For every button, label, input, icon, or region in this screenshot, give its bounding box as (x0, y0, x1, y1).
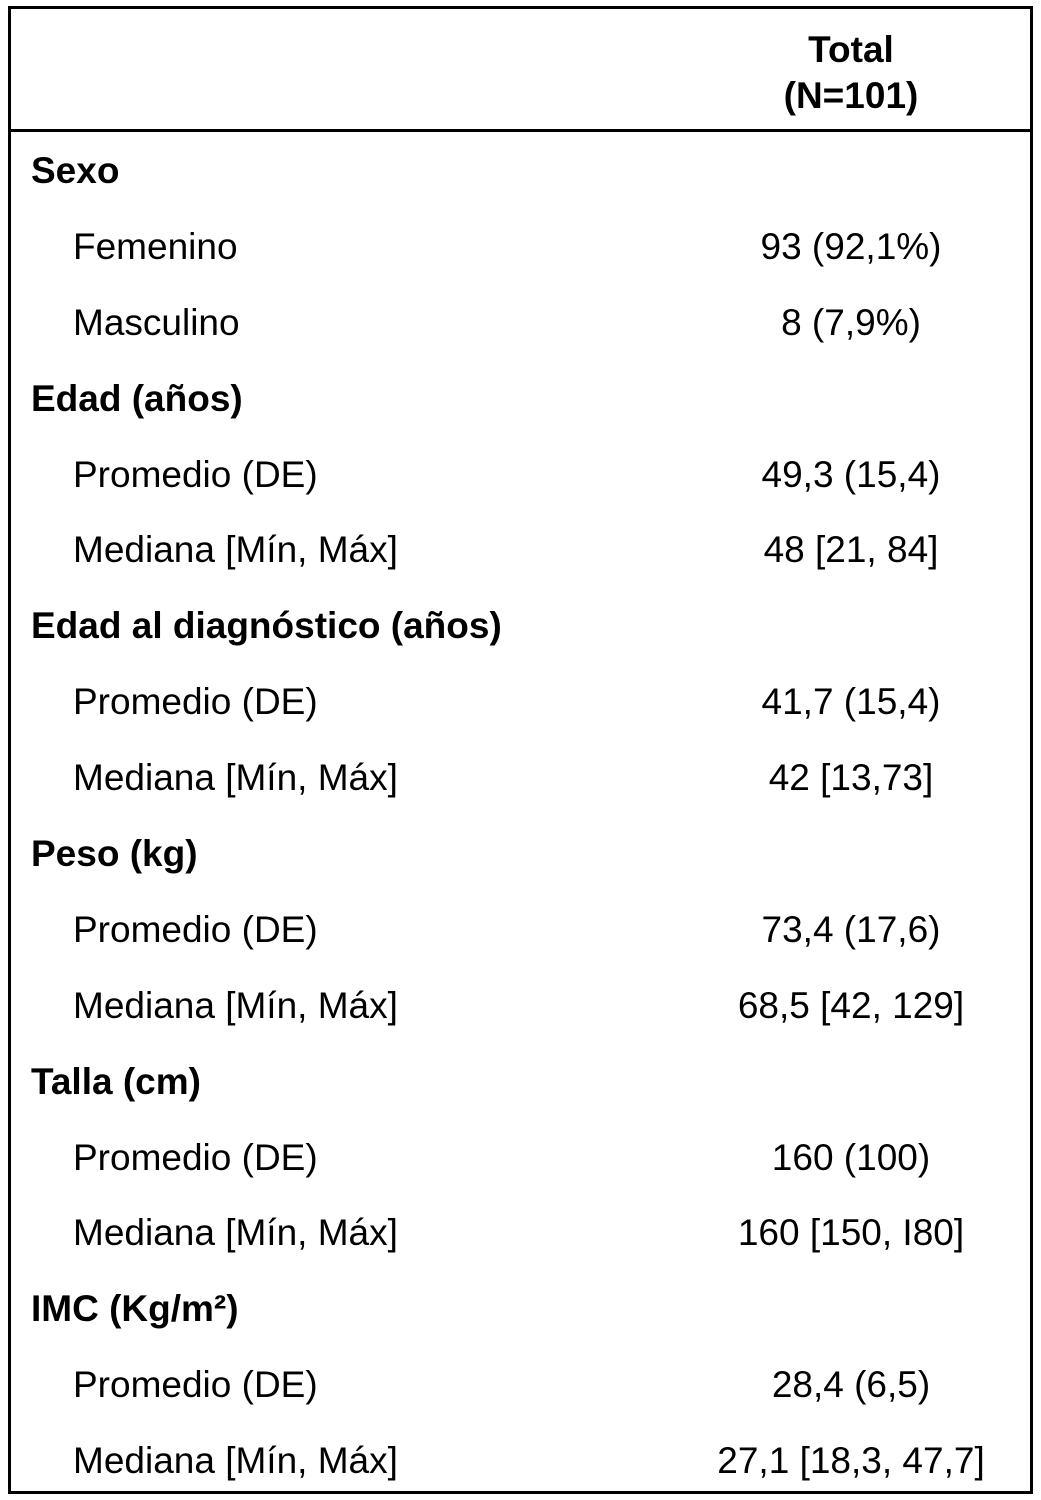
row-label: Promedio (DE) (73, 1136, 318, 1178)
row-value: 28,4 (6,5) (771, 1364, 931, 1406)
table-row (11, 1422, 1030, 1498)
table-row (11, 436, 1030, 512)
row-value: 73,4 (17,6) (761, 908, 941, 950)
row-group-label: Edad (años) (31, 377, 243, 419)
table-row (11, 1119, 1030, 1195)
row-label: Promedio (DE) (73, 1364, 318, 1406)
table-row (11, 891, 1030, 967)
row-group-label: Talla (cm) (31, 1060, 201, 1102)
row-value: 93 (92,1%) (760, 225, 942, 267)
table-row (11, 663, 1030, 739)
row-label: Mediana [Mín, Máx] (73, 1440, 398, 1482)
row-value (651, 587, 1041, 663)
row-label: Promedio (DE) (73, 453, 318, 495)
row-value (651, 132, 1041, 208)
row-label: Femenino (73, 225, 238, 267)
table-row (11, 132, 1030, 208)
row-label: Mediana [Mín, Máx] (73, 1212, 398, 1254)
row-value: 49,3 (15,4) (761, 453, 941, 495)
table-row (11, 284, 1030, 360)
row-value: 27,1 [18,3, 47,7] (717, 1440, 985, 1482)
table-body (11, 132, 1030, 1498)
table-row (11, 739, 1030, 815)
row-label: Mediana [Mín, Máx] (73, 529, 398, 571)
row-label: Promedio (DE) (73, 681, 318, 723)
row-group-label: Sexo (31, 150, 120, 191)
table-row (11, 1194, 1030, 1270)
row-group-label: Peso (kg) (31, 833, 198, 875)
table-row (11, 1346, 1030, 1422)
table-row (11, 360, 1030, 436)
row-label: Promedio (DE) (73, 908, 318, 950)
row-value (651, 815, 1041, 891)
table-row (11, 815, 1030, 891)
row-group-label: IMC (Kg/m²) (31, 1288, 239, 1330)
column-header-total-title: Total (808, 29, 894, 70)
table-row (11, 967, 1030, 1043)
row-value: 48 [21, 84] (763, 529, 939, 571)
row-value: 42 [13,73] (768, 757, 934, 799)
row-label: Mediana [Mín, Máx] (73, 757, 398, 799)
table-row (11, 1043, 1030, 1119)
table-header (11, 9, 1030, 132)
row-label: Masculino (73, 301, 240, 343)
row-value: 8 (7,9%) (781, 301, 921, 343)
row-group-label: Edad al diagnóstico (años) (31, 605, 502, 647)
row-value: 160 (100) (771, 1136, 931, 1178)
row-value: 68,5 [42, 129] (737, 984, 965, 1026)
row-value (651, 1043, 1041, 1119)
table-row (11, 587, 1030, 663)
table-row (11, 511, 1030, 587)
column-header-total (651, 27, 1041, 119)
row-value: 41,7 (15,4) (761, 681, 941, 723)
table-row (11, 1270, 1030, 1346)
table-row (11, 208, 1030, 284)
column-header-total-count: (N=101) (783, 75, 919, 116)
row-value: 160 [150, I80] (737, 1212, 965, 1254)
row-value (651, 1270, 1041, 1346)
row-value (651, 360, 1041, 436)
summary-table (8, 6, 1033, 1494)
row-label: Mediana [Mín, Máx] (73, 984, 398, 1026)
